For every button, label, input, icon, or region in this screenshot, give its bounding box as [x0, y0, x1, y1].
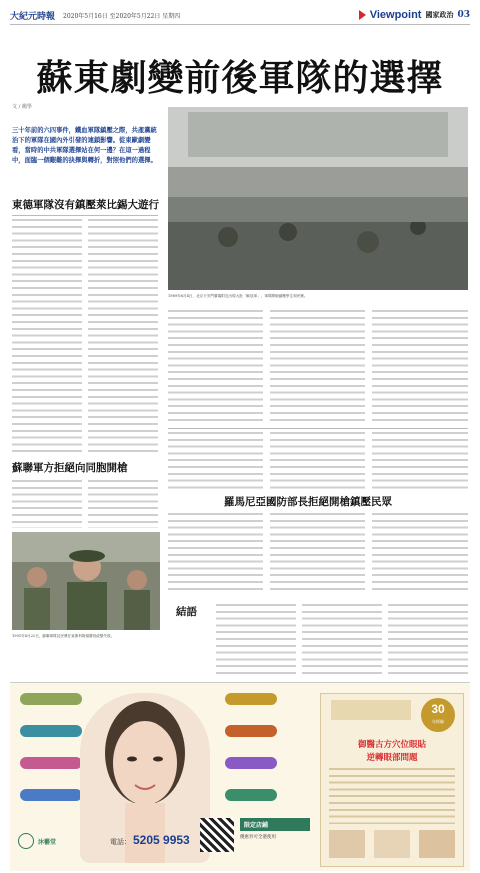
section-heading-conclusion: 結語	[176, 606, 197, 618]
clinic-name: 沐藝堂	[38, 838, 57, 846]
body-text-column	[372, 513, 468, 593]
badge-text: 年經驗	[432, 719, 444, 724]
book-title-line2: 逆轉眼部問題	[366, 753, 418, 763]
arrow-icon	[359, 10, 366, 20]
ad-pill	[225, 693, 277, 705]
book-description	[329, 768, 455, 824]
section-heading-soviet: 蘇聯軍方拒絕向同胞開槍	[12, 462, 128, 474]
page-header	[10, 6, 470, 25]
clinic-logo-icon	[18, 833, 34, 849]
body-text-column	[168, 310, 263, 425]
body-text-column	[372, 310, 468, 425]
phone-label: 電話：	[110, 838, 131, 846]
body-text-column	[12, 480, 82, 528]
issue-date: 2020年5月16日 至2020年5月22日 星期四	[63, 12, 181, 20]
promo-label: 限定店鋪	[240, 818, 310, 831]
ad-pill	[225, 757, 277, 769]
product-image	[329, 830, 365, 858]
crowd-photo-caption: 1989年6月4日，北京天安門廣場附近出現大批「解放軍」，軍隊開槍鎮壓學生和民眾。	[168, 294, 308, 298]
promo-block	[240, 818, 310, 840]
body-text-column	[302, 604, 382, 676]
section-heading-east-germany: 東德軍隊沒有鎮壓萊比錫大遊行	[12, 199, 159, 211]
masthead: 大紀元時報	[10, 11, 56, 22]
section-header	[359, 9, 470, 21]
byline: 文 / 楊學	[12, 104, 32, 110]
clinic-contact	[18, 833, 56, 849]
lead-paragraph: 三十年前的六四事件，鐵血軍隊鎮壓之際，共產黨統治下的軍隊在國內外引發的連鎖影響。從東歐劇變看，當時的中共軍隊選擇站在何一邊？在這一過程中，面臨一個艱難的抉擇與轉折，對照他們的選擇。	[12, 127, 157, 164]
advertisement	[10, 682, 470, 871]
ad-pill	[20, 757, 82, 769]
divider	[12, 215, 158, 216]
body-text-column	[388, 604, 468, 676]
body-text-column	[372, 432, 468, 490]
section-heading-romania: 羅馬尼亞國防部長拒絕開槍鎮壓民眾	[224, 496, 392, 508]
divider	[168, 428, 468, 429]
body-text-column	[270, 310, 365, 425]
ad-pill	[20, 789, 82, 801]
ad-pill	[225, 789, 277, 801]
ad-pill	[20, 693, 82, 705]
crowd-photo	[168, 107, 468, 290]
phone-number: 5205 9953	[133, 833, 190, 847]
soldiers-photo	[12, 532, 160, 630]
headline: 蘇東劇變前後軍隊的選擇	[36, 57, 444, 99]
body-text-column	[216, 604, 296, 676]
body-text-column	[168, 432, 263, 490]
qr-code	[200, 818, 234, 852]
product-image	[374, 830, 410, 858]
ad-pill	[225, 725, 277, 737]
body-text-column	[12, 219, 82, 455]
phone-block	[110, 833, 190, 847]
book-title-line1: 御醫古方穴位眼貼	[357, 740, 426, 750]
body-text-column	[270, 513, 365, 593]
badge-number: 30	[431, 702, 445, 716]
book-ad	[320, 693, 464, 867]
body-text-column	[270, 432, 365, 490]
section-name: 國家政治	[425, 10, 454, 19]
promo-sub: 優惠券可全港使用	[240, 835, 276, 840]
ad-pill	[20, 725, 82, 737]
book-image	[331, 700, 411, 720]
soldiers-photo-caption: 1991年8月22日，蘇聯軍隊及民眾在莫斯科街頭慶祝政變失敗。	[12, 634, 115, 638]
body-text-column	[88, 480, 158, 528]
section-logo: Viewpoint	[369, 9, 422, 21]
body-text-column	[168, 513, 263, 593]
body-text-column	[88, 219, 158, 455]
experience-badge	[421, 698, 455, 732]
product-image	[419, 830, 455, 858]
page-number: 03	[457, 10, 470, 20]
